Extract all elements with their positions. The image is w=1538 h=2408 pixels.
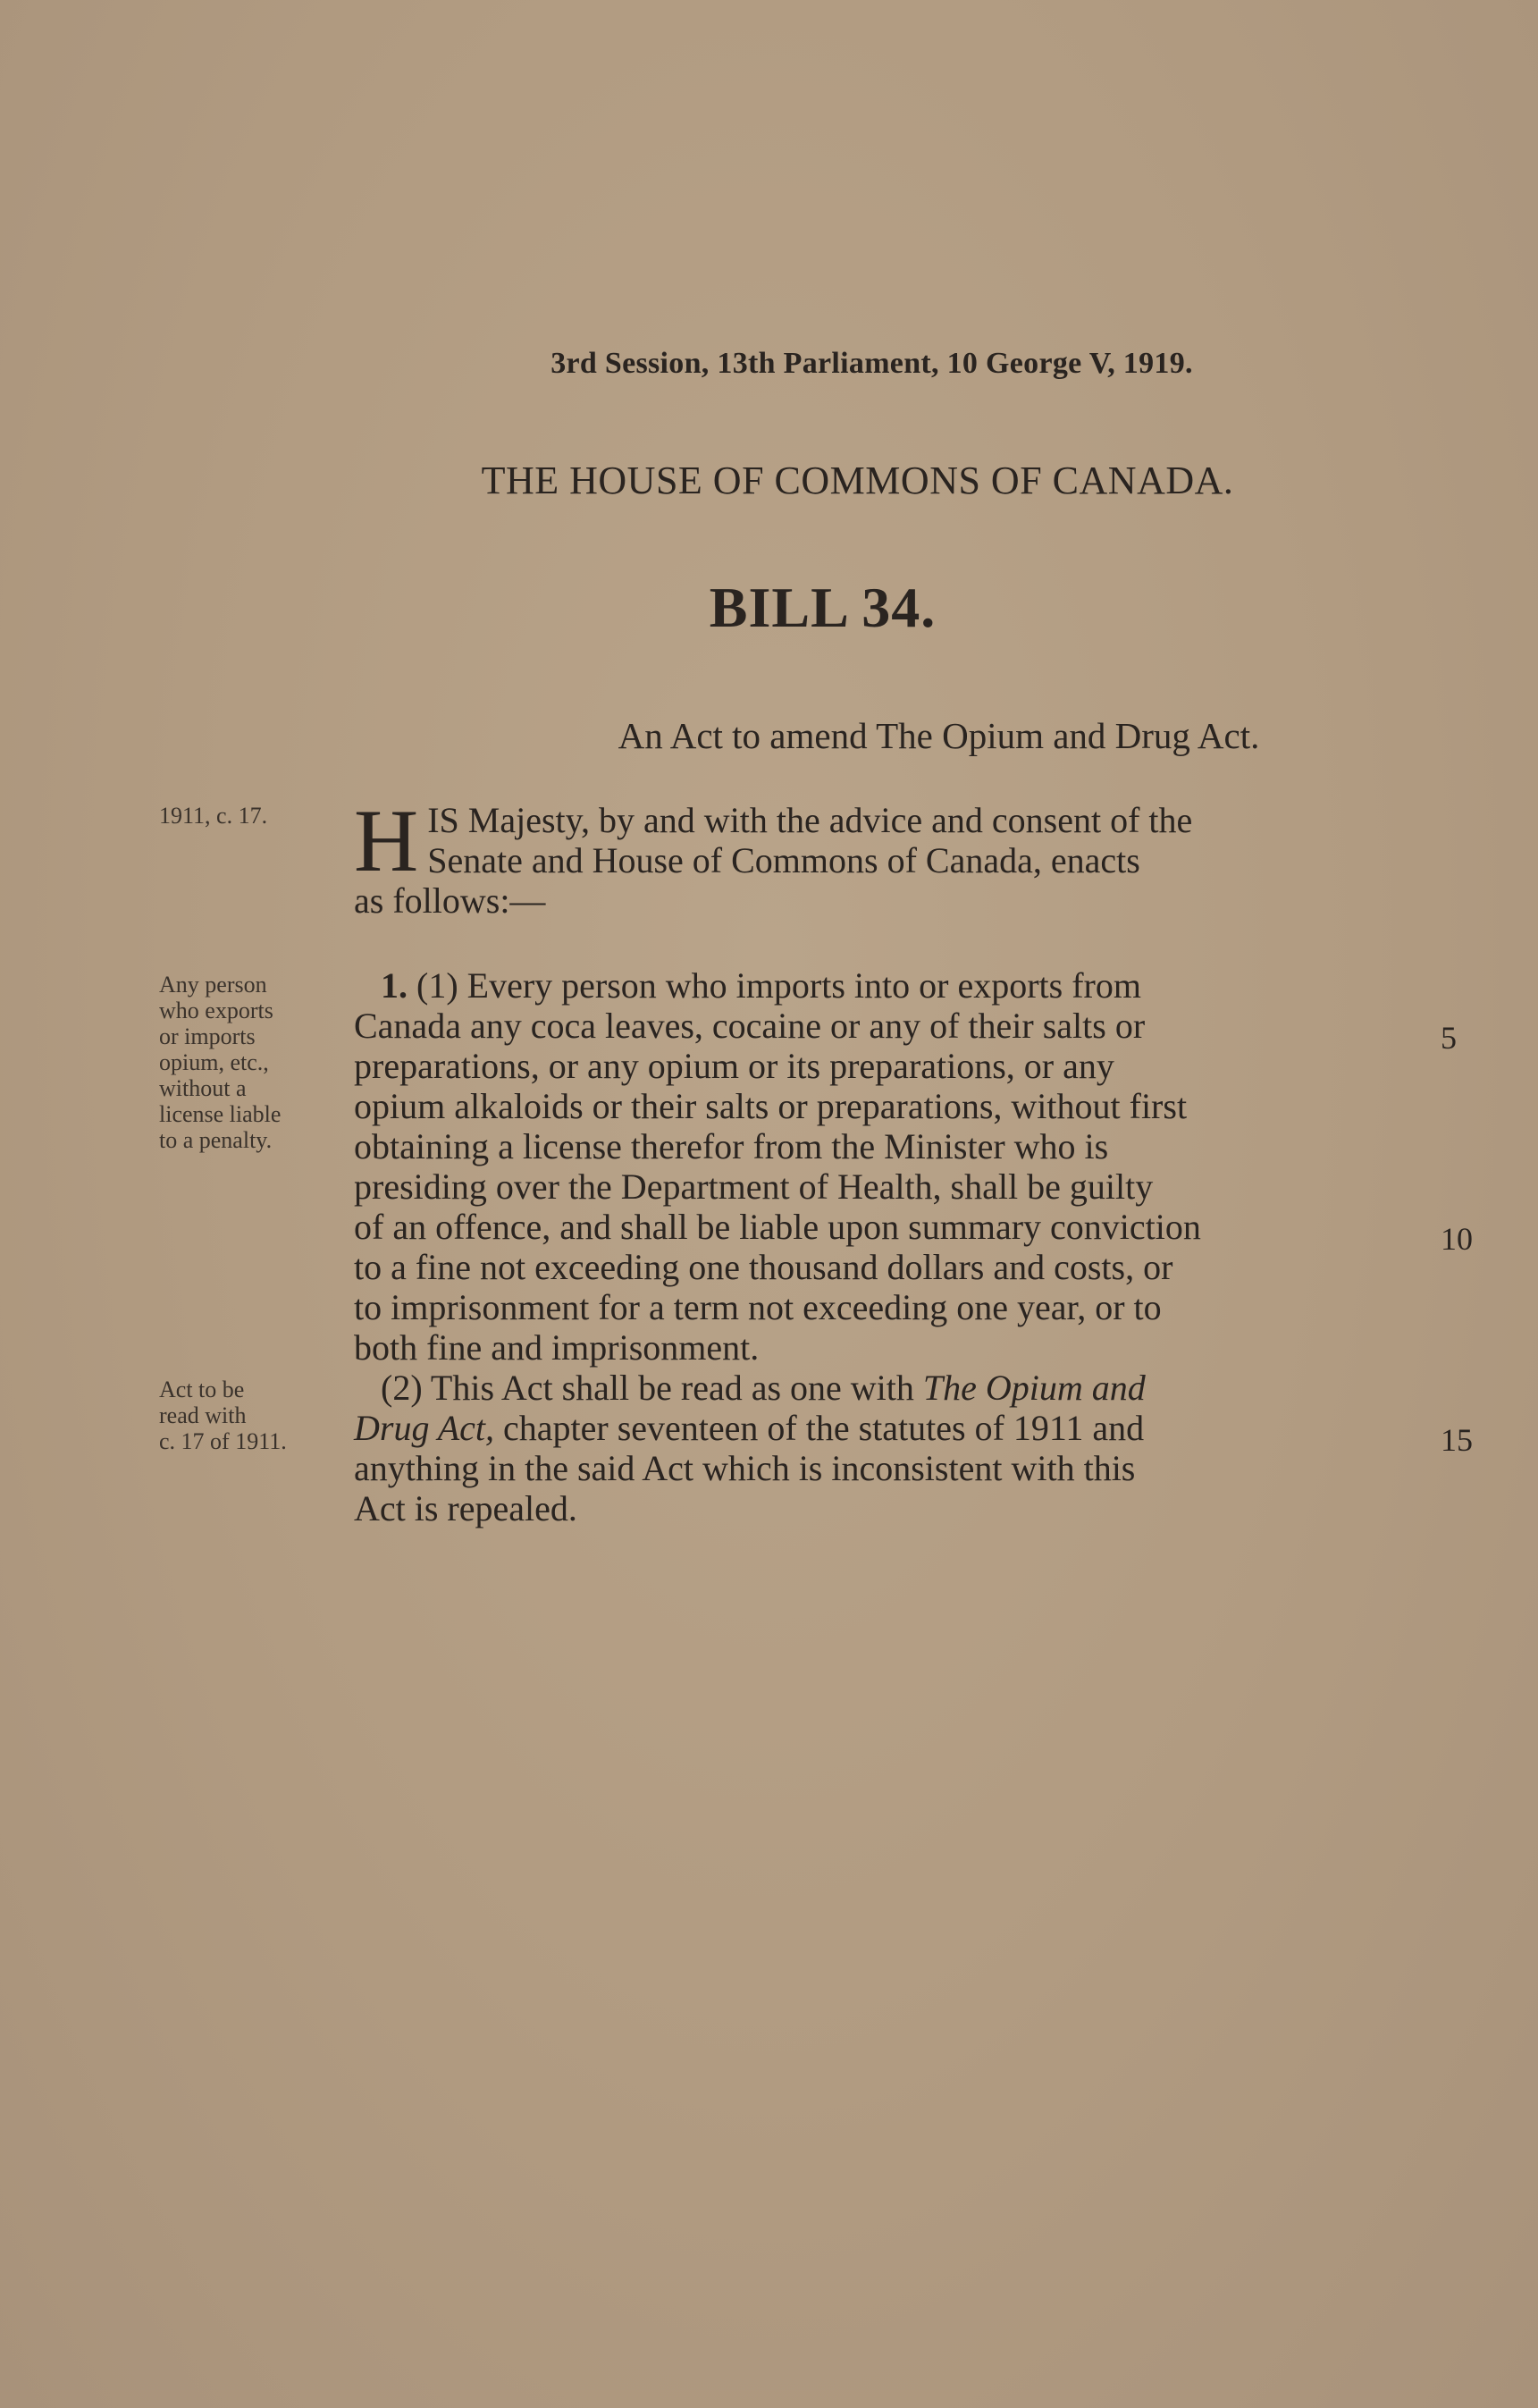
margin-note-section1-2 — [159, 1377, 329, 1454]
act-name-italic: Drug Act, — [354, 1408, 495, 1448]
margin-note-line: without a — [159, 1075, 247, 1101]
bill-number: BILL 34. — [709, 576, 937, 639]
line-number: 5 — [1441, 1020, 1457, 1056]
line-number: 10 — [1441, 1221, 1473, 1257]
subsection2-text: chapter seventeen of the statutes of 1911 and — [494, 1408, 1145, 1448]
subsection2-line-2 — [354, 1408, 1426, 1448]
subsection2-line-3: anything in the said Act which is inconsistent with this — [354, 1448, 1136, 1488]
margin-note-section1-1 — [159, 972, 329, 1153]
section1-line: obtaining a license therefor from the Minister who is — [354, 1126, 1109, 1166]
subsection2-text: (2) This Act shall be read as one with — [381, 1368, 923, 1408]
section1-line: preparations, or any opium or its preparations, or any — [354, 1046, 1114, 1086]
section1-line: to imprisonment for a term not exceeding one year, or to — [354, 1287, 1162, 1327]
drop-cap: H — [354, 791, 419, 890]
act-title: An Act to amend The Opium and Drug Act. — [618, 715, 1260, 756]
section1-line-1 — [354, 965, 1426, 1006]
margin-note-line: to a penalty. — [159, 1127, 273, 1153]
margin-note-line: opium, etc., — [159, 1049, 269, 1075]
subsection2-line-1 — [354, 1368, 1426, 1408]
act-name-italic: The Opium and — [922, 1368, 1146, 1408]
section-number: 1. — [381, 965, 408, 1006]
house-heading: THE HOUSE OF COMMONS OF CANADA. — [481, 459, 1234, 502]
section-1 — [354, 965, 1426, 1528]
section1-line: presiding over the Department of Health, shall be guilty — [354, 1166, 1154, 1207]
section1-line: opium alkaloids or their salts or preparations, without first — [354, 1086, 1188, 1126]
session-line: 3rd Session, 13th Parliament, 10 George V, 1919. — [550, 347, 1193, 380]
enacting-line-1: IS Majesty, by and with the advice and consent of the — [427, 800, 1193, 840]
margin-note-line: c. 17 of 1911. — [159, 1428, 287, 1454]
enacting-line-2: Senate and House of Commons of Canada, enacts — [427, 840, 1140, 880]
enacting-line-3: as follows:— — [354, 880, 546, 921]
margin-note-line: Act to be — [159, 1377, 245, 1402]
section1-text: (1) Every person who imports into or exports from — [416, 965, 1141, 1006]
margin-note-enacting: 1911, c. 17. — [159, 803, 268, 829]
section1-line: of an offence, and shall be liable upon summary conviction — [354, 1207, 1201, 1247]
section1-line: both fine and imprisonment. — [354, 1327, 760, 1368]
enacting-clause — [354, 791, 1426, 921]
margin-note-line: or imports — [159, 1023, 256, 1049]
margin-note-line: read with — [159, 1402, 247, 1428]
margin-note-line: license liable — [159, 1101, 282, 1127]
section1-line: Canada any coca leaves, cocaine or any of their salts or — [354, 1006, 1146, 1046]
margin-note-line: Any person — [159, 972, 267, 998]
section1-line: to a fine not exceeding one thousand dollars and costs, or — [354, 1247, 1173, 1287]
margin-note-line: who exports — [159, 998, 273, 1023]
line-number: 15 — [1441, 1422, 1473, 1458]
subsection2-line-4: Act is repealed. — [354, 1488, 577, 1528]
